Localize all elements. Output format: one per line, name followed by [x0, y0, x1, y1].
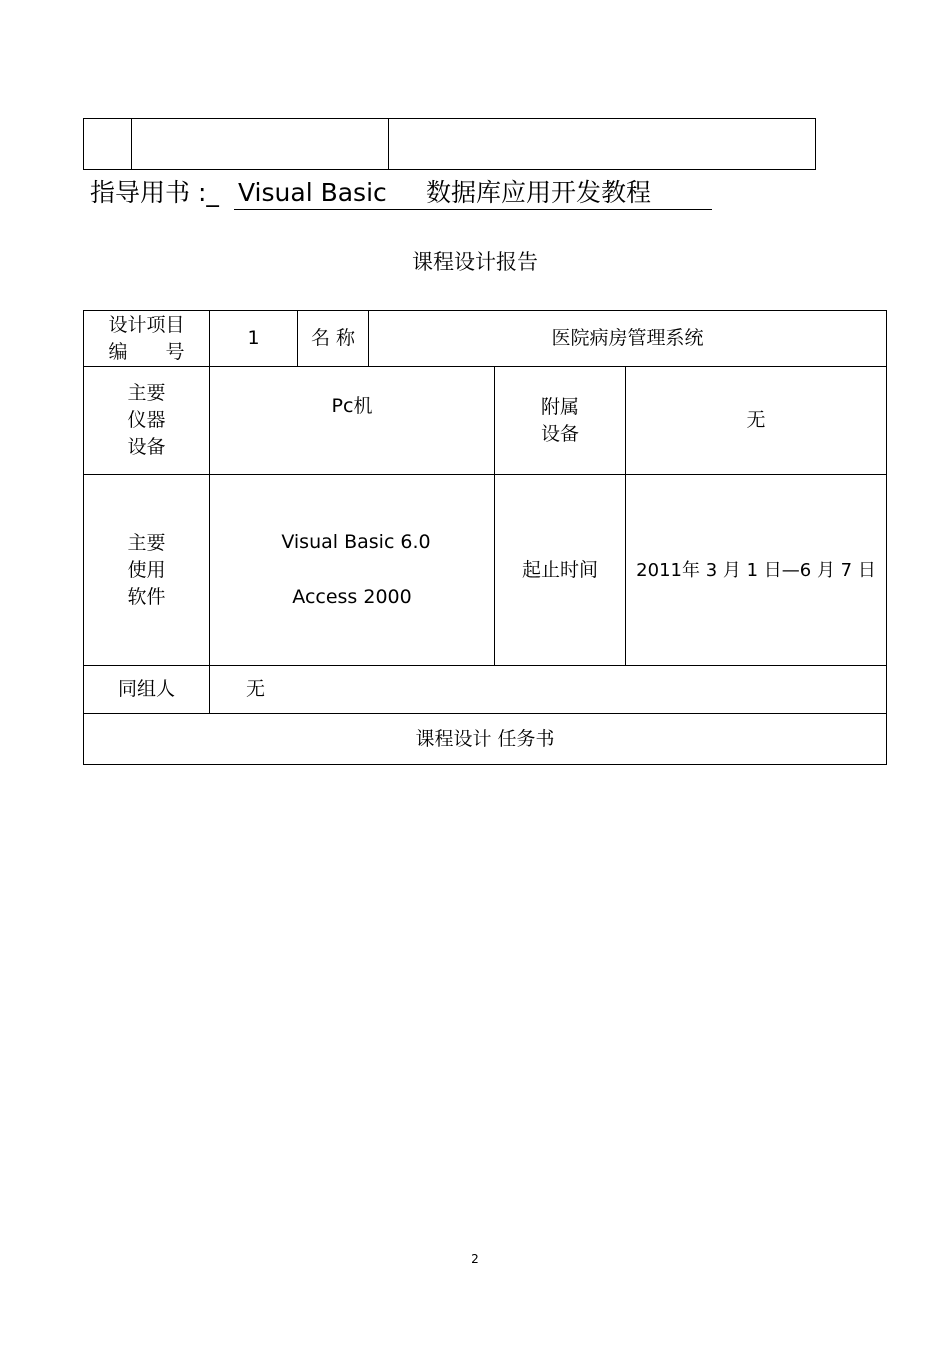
software-label [84, 475, 210, 666]
group-label: 同组人 [84, 666, 210, 714]
software-values [210, 475, 495, 666]
row-group [84, 666, 887, 714]
guide-book-title-part1: Visual Basic [238, 178, 387, 207]
guide-book-title-part2: 数据库应用开发教程 [426, 178, 652, 207]
aux-equipment-value: 无 [626, 367, 887, 475]
name-value: 医院病房管理系统 [369, 311, 887, 367]
software-label-line: 软件 [127, 585, 166, 608]
row-project [84, 311, 887, 367]
guide-book-title [234, 174, 712, 210]
aux-equipment-label [495, 367, 626, 475]
group-value: 无 [210, 666, 887, 714]
top-table-cell-3 [389, 119, 816, 170]
project-no-value: 1 [210, 311, 298, 367]
row-software [84, 475, 887, 666]
top-table-fragment [83, 118, 816, 170]
software-item: Access 2000 [292, 586, 412, 608]
project-no-label [84, 311, 210, 367]
period-value: 2011年 3 月 1 日—6 月 7 日 [626, 475, 887, 666]
equipment-value: Pc机 [210, 367, 495, 475]
project-no-label-line1: 设计项目 [108, 313, 185, 336]
equipment-label-line: 主要 [127, 382, 166, 404]
aux-label-line: 设备 [540, 422, 579, 445]
software-label-line: 主要 [127, 531, 166, 554]
equipment-label-line: 设备 [127, 436, 166, 458]
report-title: 课程设计报告 [412, 250, 538, 274]
aux-label-line: 附属 [540, 395, 579, 418]
equipment-label-line: 仪器 [127, 409, 166, 431]
software-item: Visual Basic 6.0 [281, 531, 431, 553]
period-label: 起止时间 [495, 475, 626, 666]
row-task-book [84, 714, 887, 765]
top-table-cell-1 [84, 119, 132, 170]
report-table [83, 310, 887, 765]
page-number: 2 [471, 1252, 479, 1266]
row-equipment [84, 367, 887, 475]
guide-book-line [90, 174, 652, 212]
project-no-label-line2: 编 号 [108, 340, 185, 363]
guide-book-label: 指导用书 :_ [90, 178, 219, 207]
task-book-heading: 课程设计 任务书 [84, 714, 887, 765]
equipment-label [84, 367, 210, 475]
name-label: 名 称 [298, 311, 369, 367]
software-label-line: 使用 [127, 558, 166, 581]
top-table-cell-2 [132, 119, 389, 170]
